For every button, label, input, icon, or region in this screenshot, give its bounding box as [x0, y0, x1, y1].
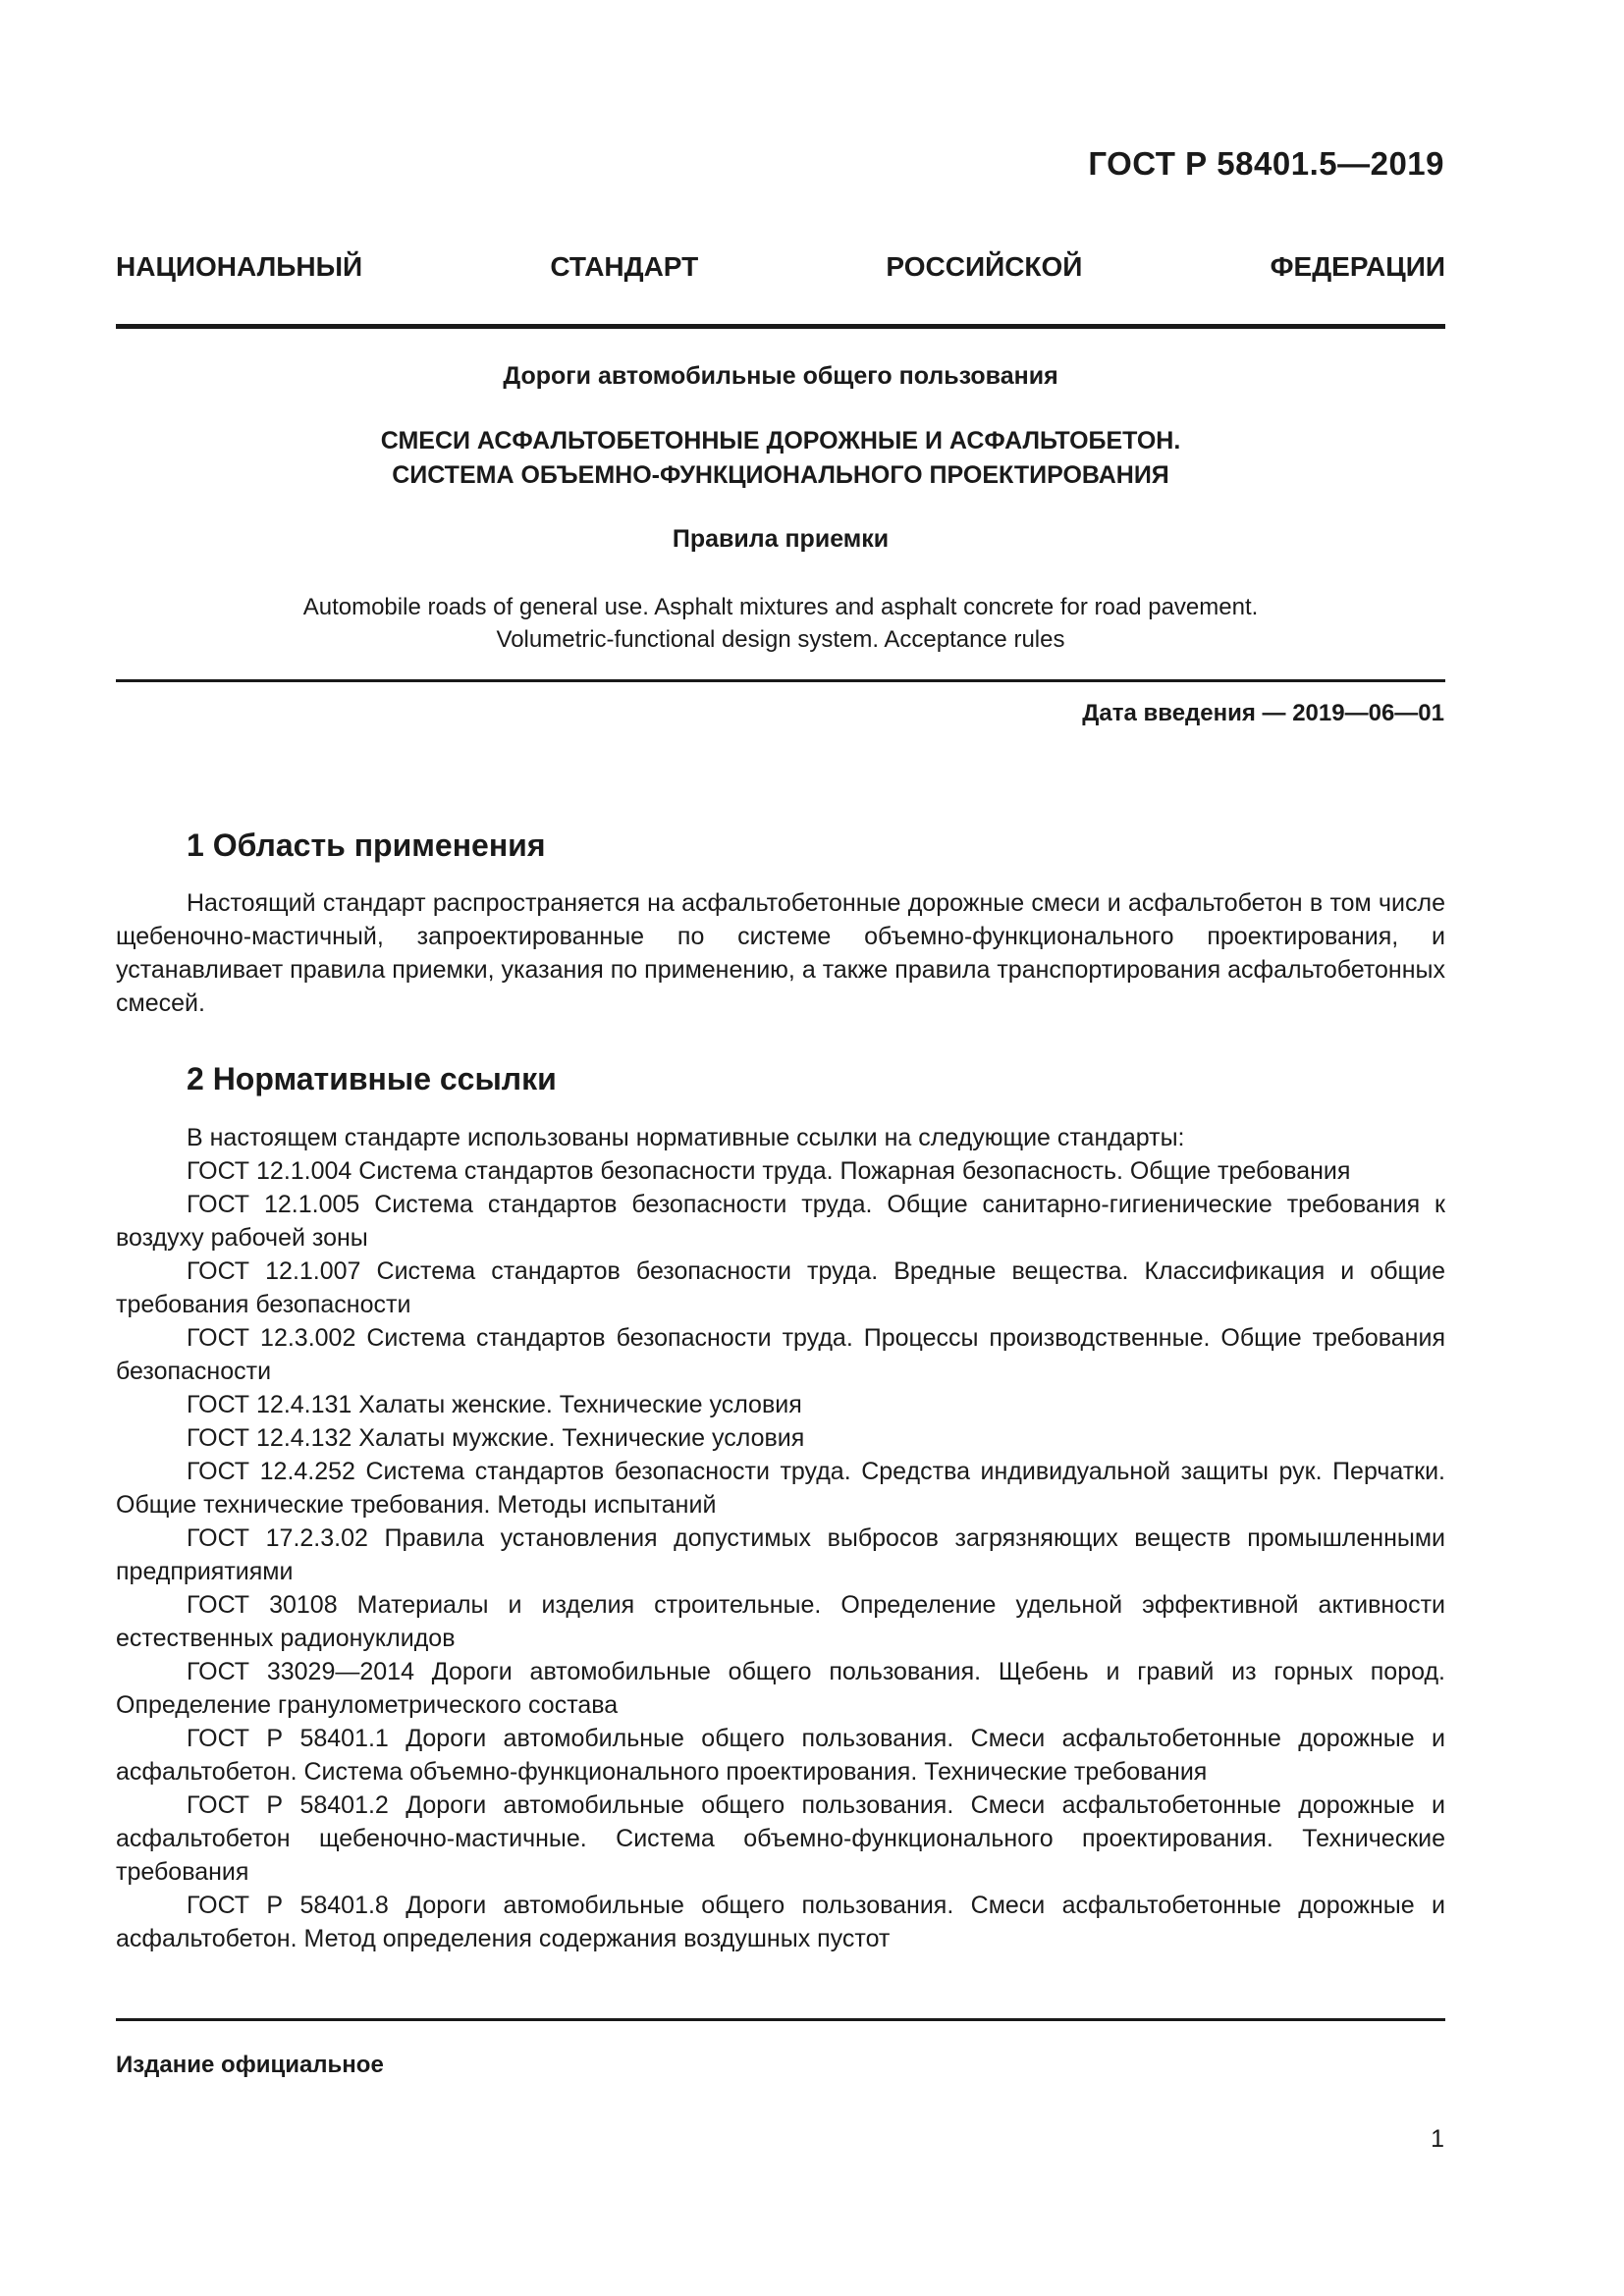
- page-number: 1: [1431, 2125, 1444, 2153]
- official-edition-label: Издание официальное: [116, 2052, 384, 2078]
- reference-item: ГОСТ 12.3.002 Система стандартов безопасности труда. Процессы производственные. Общие требования безопасности: [116, 1324, 1445, 1385]
- reference-item: ГОСТ 12.4.252 Система стандартов безопасности труда. Средства индивидуальной защиты рук. Перчатки. Общие технические требования. Методы испытаний: [116, 1458, 1445, 1519]
- reference-item: ГОСТ Р 58401.1 Дороги автомобильные общего пользования. Смеси асфальтобетонные дорожные и асфальтобетон. Система объемно-функционального проектирования. Технические требования: [116, 1725, 1445, 1786]
- reference-item: ГОСТ Р 58401.8 Дороги автомобильные общего пользования. Смеси асфальтобетонные дорожные и асфальтобетон. Метод определения содержания воздушных пустот: [116, 1892, 1445, 1952]
- banner-word: СТАНДАРТ: [550, 251, 699, 282]
- reference-item: ГОСТ 33029—2014 Дороги автомобильные общего пользования. Щебень и гравий из горных пород. Определение гранулометрического состава: [116, 1658, 1445, 1719]
- scope-paragraph: Настоящий стандарт распространяется на асфальтобетонные дорожные смеси и асфальтобетон в том числе щебеночно-мастичный, запроектированные по системе объемно-функционального проектирования, и устанавливает правила приемки, указания по применению, а также правила транспортирования асфальтобетонных смесей.: [116, 889, 1445, 1017]
- title-line: СМЕСИ АСФАЛЬТОБЕТОННЫЕ ДОРОЖНЫЕ И АСФАЛЬТОБЕТОН.: [380, 427, 1181, 454]
- reference-item: ГОСТ 12.1.005 Система стандартов безопасности труда. Общие санитарно-гигиенические требования к воздуху рабочей зоны: [116, 1191, 1445, 1252]
- reference-item: ГОСТ 17.2.3.02 Правила установления допустимых выбросов загрязняющих веществ промышленными предприятиями: [116, 1524, 1445, 1585]
- reference-item: ГОСТ 30108 Материалы и изделия строительные. Определение удельной эффективной активности естественных радионуклидов: [116, 1591, 1445, 1652]
- english-title-line: Volumetric-functional design system. Acceptance rules: [496, 626, 1065, 653]
- document-sub-subtitle: Правила приемки: [672, 525, 890, 553]
- reference-item: ГОСТ 12.4.131 Халаты женские. Технические условия: [187, 1391, 802, 1418]
- banner-word: РОССИЙСКОЙ: [886, 251, 1083, 282]
- scope-section-body: [116, 886, 1445, 1020]
- document-number: ГОСТ Р 58401.5—2019: [1088, 145, 1444, 182]
- section-heading-scope: 1 Область применения: [187, 828, 546, 863]
- national-standard-banner: [116, 251, 1445, 283]
- references-list: [116, 1121, 1445, 1955]
- reference-item: ГОСТ 12.4.132 Халаты мужские. Технические условия: [187, 1424, 805, 1452]
- section-heading-references: 2 Нормативные ссылки: [187, 1061, 557, 1096]
- document-title: [116, 424, 1445, 493]
- title-divider: [116, 679, 1445, 682]
- references-intro: В настоящем стандарте использованы нормативные ссылки на следующие стандарты:: [187, 1124, 1185, 1151]
- banner-word: НАЦИОНАЛЬНЫЙ: [116, 251, 363, 282]
- reference-item: ГОСТ 12.1.007 Система стандартов безопасности труда. Вредные вещества. Классификация и общие требования безопасности: [116, 1257, 1445, 1318]
- reference-item: ГОСТ 12.1.004 Система стандартов безопасности труда. Пожарная безопасность. Общие требования: [187, 1157, 1351, 1185]
- english-title: [116, 591, 1445, 656]
- banner-word: ФЕДЕРАЦИИ: [1270, 251, 1445, 282]
- english-title-line: Automobile roads of general use. Asphalt mixtures and asphalt concrete for road pavement.: [302, 594, 1259, 620]
- footer-divider: [116, 2018, 1445, 2021]
- introduction-date: Дата введения — 2019—06—01: [1082, 700, 1444, 726]
- title-line: СИСТЕМА ОБЪЕМНО-ФУНКЦИОНАЛЬНОГО ПРОЕКТИРОВАНИЯ: [392, 461, 1169, 489]
- reference-item: ГОСТ Р 58401.2 Дороги автомобильные общего пользования. Смеси асфальтобетонные дорожные и асфальтобетон щебеночно-мастичные. Система объемно-функционального проектирования. Технические требования: [116, 1791, 1445, 1886]
- document-subtitle: Дороги автомобильные общего пользования: [503, 362, 1058, 390]
- top-divider: [116, 324, 1445, 329]
